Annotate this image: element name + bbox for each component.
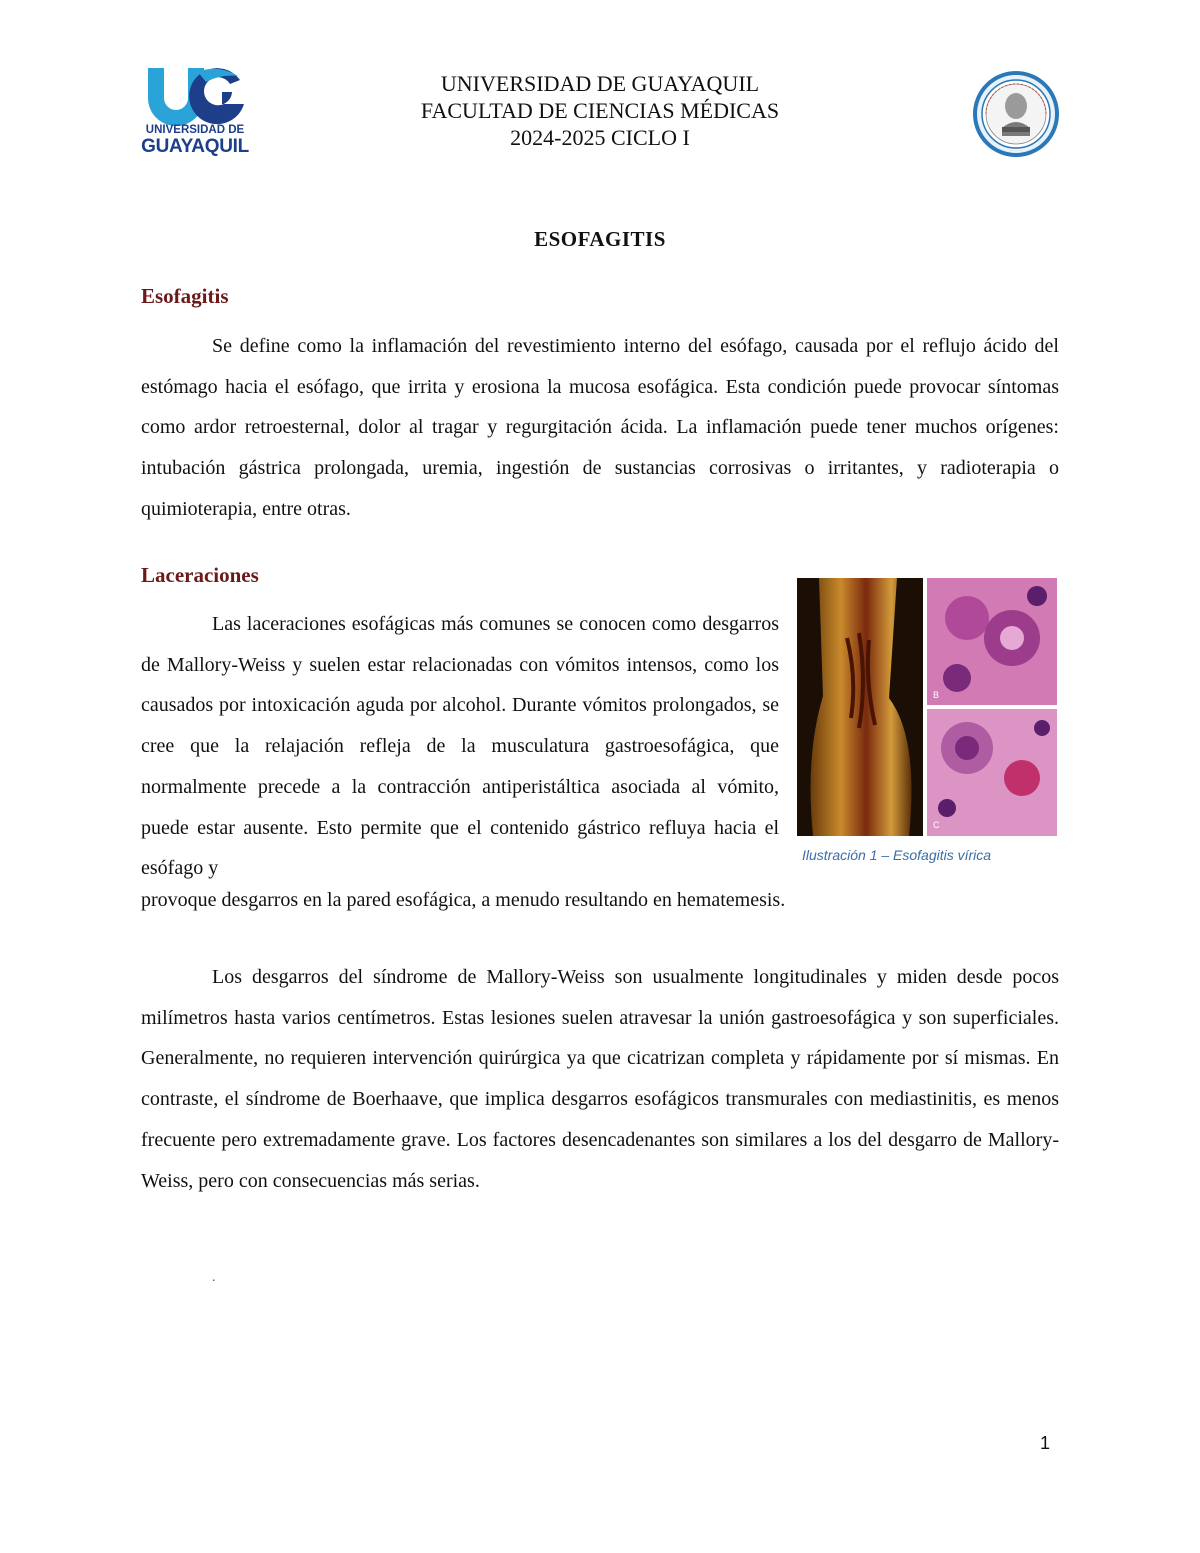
paragraph-esofagitis-text: Se define como la inflamación del revestimiento interno del esófago, causada por el reflujo ácido del estómago hacia el esófago, que irrita y erosiona la mucosa esofágica. Esta condición puede provocar síntomas como ardor retroesternal, dolor al tragar y regurgitación ácida. La inflamación puede tener muchos orígenes: intubación gástrica prolongada, uremia, ingestión de sustancias corrosivas o irritantes, y radioterapia o quimioterapia, entre otras. xyxy=(141,335,1059,520)
paragraph-laceraciones-1 xyxy=(141,604,779,889)
document-header xyxy=(300,70,900,151)
header-cycle: 2024-2025 CICLO I xyxy=(510,125,690,150)
section-heading-laceraciones: Laceraciones xyxy=(141,563,259,587)
header-faculty: FACULTAD DE CIENCIAS MÉDICAS xyxy=(420,98,780,123)
figure-caption: Ilustración 1 – Esofagitis vírica xyxy=(802,847,992,863)
paragraph-laceraciones-1-text: Las laceraciones esofágicas más comunes se conocen como desgarros de Mallory-Weiss y suelen estar relacionadas con vómitos intensos, como los causados por intoxicación aguda por alcohol. Durante vómitos prolongados, se cree que la relajación refleja de la musculatura gastroesofágica, que normalmente precede a la contracción antiperistáltica asociada al vómito, puede estar ausente. Esto permite que el contenido gástrico refluya hacia el esófago y xyxy=(141,613,779,880)
page-number: 1 xyxy=(1040,1433,1051,1453)
logo-subtitle-bottom: GUAYAQUIL xyxy=(141,136,249,157)
logo-subtitle-top: UNIVERSIDAD DE xyxy=(145,124,245,136)
paragraph-laceraciones-1-tail: provoque desgarros en la pared esofágica, a menudo resultando en hematemesis. xyxy=(141,889,786,911)
stray-dot: . xyxy=(212,1270,216,1285)
panel-b-label: B xyxy=(933,690,940,700)
paragraph-esofagitis xyxy=(141,326,1059,530)
page-title: ESOFAGITIS xyxy=(534,227,666,251)
header-university: UNIVERSIDAD DE GUAYAQUIL xyxy=(440,71,760,96)
esofagitis-figure-image xyxy=(797,578,1057,836)
paragraph-laceraciones-2-text: Los desgarros del síndrome de Mallory-Weiss son usualmente longitudinales y miden desde pocos milímetros hasta varios centímetros. Estas lesiones suelen atravesar la unión gastroesofágica y son superficiales. Generalmente, no requieren intervención quirúrgica ya que cicatrizan completa y rápidamente por sí mismas. En contraste, el síndrome de Boerhaave, que implica desgarros esofágicos transmurales con mediastinitis, es menos frecuente pero extremadamente grave. Los factores desencadenantes son similares a los del desgarro de Mallory-Weiss, pero con consecuencias más serias. xyxy=(141,966,1059,1192)
paragraph-laceraciones-2 xyxy=(141,957,1059,1201)
faculty-seal-icon xyxy=(972,70,1060,158)
university-logo xyxy=(140,66,250,156)
section-heading-esofagitis: Esofagitis xyxy=(141,284,229,308)
ug-logo-icon xyxy=(140,66,250,126)
panel-c-label: C xyxy=(933,820,940,830)
